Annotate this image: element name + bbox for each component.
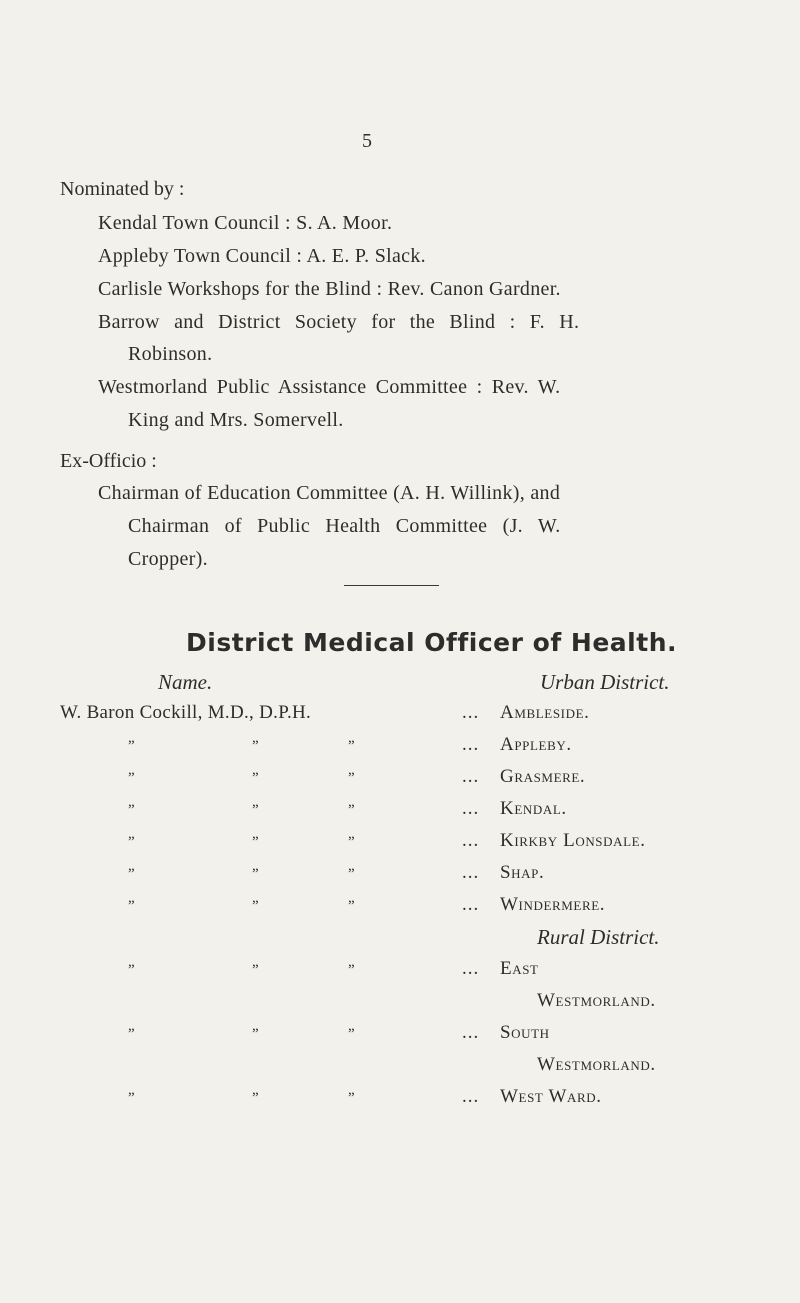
ditto-mark: ”	[128, 898, 136, 914]
nominee-westmorland-cont: King and Mrs. Somervell.	[128, 409, 344, 431]
urban-district: Kirkby Lonsdale.	[500, 830, 646, 851]
urban-district: Appleby.	[500, 734, 572, 755]
ditto-mark: ”	[252, 1026, 260, 1042]
ex-officio-line-3: Cropper).	[128, 548, 208, 570]
ex-officio-line-1: Chairman of Education Committee (A. H. Willink), and	[98, 482, 561, 504]
leader-dots: ...	[462, 862, 480, 883]
urban-district: Ambleside.	[500, 702, 590, 723]
ditto-mark: ”	[348, 834, 356, 850]
ditto-mark: ”	[348, 738, 356, 754]
nominee-carlisle: Carlisle Workshops for the Blind : Rev. Canon Gardner.	[98, 278, 561, 300]
rural-district-heading: Rural District.	[537, 925, 660, 949]
nominated-heading: Nominated by :	[60, 178, 185, 200]
leader-dots: ...	[462, 734, 480, 755]
ditto-mark: ”	[128, 770, 136, 786]
ditto-mark: ”	[128, 866, 136, 882]
ditto-mark: ”	[252, 898, 260, 914]
nominee-barrow-cont: Robinson.	[128, 343, 213, 365]
ditto-mark: ”	[128, 1090, 136, 1106]
column-header-urban: Urban District.	[540, 670, 670, 694]
nominee-appleby: Appleby Town Council : A. E. P. Slack.	[98, 245, 426, 267]
ditto-mark: ”	[252, 738, 260, 754]
leader-dots: ...	[462, 958, 480, 979]
leader-dots: ...	[462, 1022, 480, 1043]
leader-dots: ...	[462, 1086, 480, 1107]
nominee-barrow: Barrow and District Society for the Blind : F. H.	[98, 311, 580, 333]
ditto-mark: ”	[252, 770, 260, 786]
leader-dots: ...	[462, 766, 480, 787]
nominee-kendal: Kendal Town Council : S. A. Moor.	[98, 212, 393, 234]
column-header-name: Name.	[158, 670, 213, 694]
ditto-mark: ”	[348, 802, 356, 818]
ditto-mark: ”	[252, 802, 260, 818]
nominee-westmorland: Westmorland Public Assistance Committee : Rev. W.	[98, 376, 561, 398]
ditto-mark: ”	[128, 962, 136, 978]
urban-district: Windermere.	[500, 894, 606, 915]
ditto-mark: ”	[348, 1026, 356, 1042]
leader-dots: ...	[462, 894, 480, 915]
ditto-mark: ”	[128, 738, 136, 754]
ditto-mark: ”	[348, 770, 356, 786]
leader-dots: ...	[462, 798, 480, 819]
rural-district: East	[500, 958, 539, 979]
page-number: 5	[362, 130, 372, 152]
ditto-mark: ”	[348, 962, 356, 978]
urban-district: Shap.	[500, 862, 545, 883]
ditto-mark: ”	[252, 834, 260, 850]
rural-district: South	[500, 1022, 550, 1043]
urban-district: Grasmere.	[500, 766, 586, 787]
ditto-mark: ”	[252, 962, 260, 978]
ditto-mark: ”	[348, 1090, 356, 1106]
leader-dots: ...	[462, 830, 480, 851]
rural-district: West Ward.	[500, 1086, 602, 1107]
section-title: District Medical Officer of Health.	[186, 628, 677, 657]
ditto-mark: ”	[252, 866, 260, 882]
urban-district: Kendal.	[500, 798, 567, 819]
ex-officio-heading: Ex-Officio :	[60, 450, 157, 472]
ditto-mark: ”	[128, 802, 136, 818]
rural-district-cont: Westmorland.	[537, 990, 656, 1011]
ditto-mark: ”	[348, 866, 356, 882]
ditto-mark: ”	[128, 834, 136, 850]
ditto-mark: ”	[348, 898, 356, 914]
leader-dots: ...	[462, 702, 480, 723]
ditto-mark: ”	[252, 1090, 260, 1106]
officer-name: W. Baron Cockill, M.D., D.P.H.	[60, 702, 312, 723]
ditto-mark: ”	[128, 1026, 136, 1042]
ex-officio-line-2: Chairman of Public Health Committee (J. W.	[128, 515, 561, 537]
rural-district-cont: Westmorland.	[537, 1054, 656, 1075]
section-divider	[344, 585, 439, 586]
